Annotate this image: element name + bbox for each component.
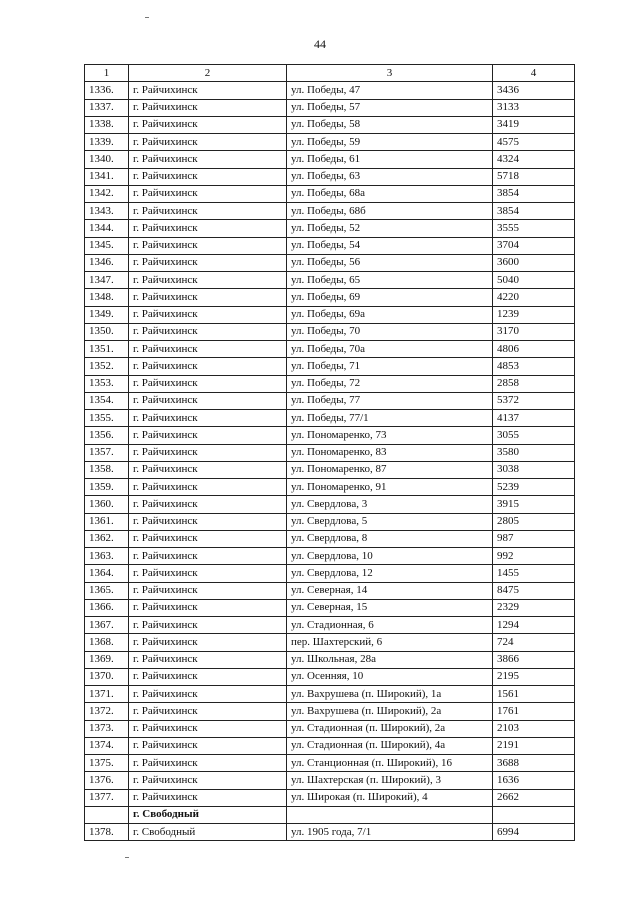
row-city: г. Райчихинск xyxy=(129,341,287,358)
row-value: 3170 xyxy=(493,323,575,340)
row-address: ул. Вахрушева (п. Широкий), 2а xyxy=(287,703,493,720)
row-city: г. Райчихинск xyxy=(129,323,287,340)
table-row xyxy=(85,565,575,582)
row-address: ул. Осенняя, 10 xyxy=(287,668,493,685)
row-address: ул. Пономаренко, 73 xyxy=(287,427,493,444)
table-row xyxy=(85,392,575,409)
table-row xyxy=(85,479,575,496)
row-value: 1561 xyxy=(493,686,575,703)
row-number: 1360. xyxy=(85,496,129,513)
row-address: ул. Свердлова, 12 xyxy=(287,565,493,582)
row-city: г. Райчихинск xyxy=(129,548,287,565)
row-value: 4220 xyxy=(493,289,575,306)
row-address: ул. Победы, 69 xyxy=(287,289,493,306)
row-address: ул. Победы, 63 xyxy=(287,168,493,185)
table-row xyxy=(85,720,575,737)
row-number: 1357. xyxy=(85,444,129,461)
row-city: г. Райчихинск xyxy=(129,617,287,634)
row-number: 1355. xyxy=(85,410,129,427)
row-address: ул. Победы, 72 xyxy=(287,375,493,392)
row-address: ул. Станционная (п. Широкий), 16 xyxy=(287,755,493,772)
row-city: г. Райчихинск xyxy=(129,237,287,254)
row-city: г. Райчихинск xyxy=(129,513,287,530)
row-number: 1368. xyxy=(85,634,129,651)
row-value: 5040 xyxy=(493,272,575,289)
table-row xyxy=(85,427,575,444)
table-row xyxy=(85,203,575,220)
scan-mark xyxy=(145,17,149,18)
row-address: ул. Победы, 69а xyxy=(287,306,493,323)
column-header: 3 xyxy=(287,65,493,82)
row-city: г. Райчихинск xyxy=(129,289,287,306)
row-value: 8475 xyxy=(493,582,575,599)
row-city: г. Райчихинск xyxy=(129,634,287,651)
row-value: 4853 xyxy=(493,358,575,375)
table-row xyxy=(85,548,575,565)
row-number: 1337. xyxy=(85,99,129,116)
table-row xyxy=(85,272,575,289)
row-value: 3580 xyxy=(493,444,575,461)
row-number: 1341. xyxy=(85,168,129,185)
row-value: 3555 xyxy=(493,220,575,237)
row-value: 987 xyxy=(493,530,575,547)
table-row xyxy=(85,824,575,841)
row-city: г. Райчихинск xyxy=(129,82,287,99)
row-address: ул. Победы, 65 xyxy=(287,272,493,289)
table-row xyxy=(85,82,575,99)
row-address: ул. Победы, 52 xyxy=(287,220,493,237)
row-value: 3854 xyxy=(493,185,575,202)
table-row xyxy=(85,341,575,358)
row-city: г. Райчихинск xyxy=(129,668,287,685)
row-value: 3866 xyxy=(493,651,575,668)
row-number: 1339. xyxy=(85,134,129,151)
row-number: 1336. xyxy=(85,82,129,99)
header-row xyxy=(85,65,575,82)
row-city: г. Райчихинск xyxy=(129,461,287,478)
row-value: 5239 xyxy=(493,479,575,496)
row-address: ул. Свердлова, 5 xyxy=(287,513,493,530)
row-value: 2329 xyxy=(493,599,575,616)
row-address: ул. Стадионная (п. Широкий), 4а xyxy=(287,737,493,754)
table-row xyxy=(85,254,575,271)
table-row xyxy=(85,220,575,237)
row-value: 2191 xyxy=(493,737,575,754)
row-number: 1373. xyxy=(85,720,129,737)
row-value: 6994 xyxy=(493,824,575,841)
row-value: 2662 xyxy=(493,789,575,806)
row-city: г. Райчихинск xyxy=(129,185,287,202)
row-address: ул. Победы, 47 xyxy=(287,82,493,99)
row-city: г. Райчихинск xyxy=(129,203,287,220)
row-address: ул. Победы, 61 xyxy=(287,151,493,168)
row-address: ул. Широкая (п. Широкий), 4 xyxy=(287,789,493,806)
table-row xyxy=(85,323,575,340)
row-number: 1362. xyxy=(85,530,129,547)
row-city: г. Райчихинск xyxy=(129,720,287,737)
table-row xyxy=(85,668,575,685)
table-row xyxy=(85,686,575,703)
row-value: 1761 xyxy=(493,703,575,720)
table-row xyxy=(85,513,575,530)
row-city: г. Райчихинск xyxy=(129,410,287,427)
row-city: г. Райчихинск xyxy=(129,582,287,599)
section-num-cell xyxy=(85,806,129,823)
row-value: 3915 xyxy=(493,496,575,513)
row-city: г. Райчихинск xyxy=(129,755,287,772)
row-number: 1338. xyxy=(85,116,129,133)
row-value: 3436 xyxy=(493,82,575,99)
table-row xyxy=(85,99,575,116)
row-value: 1294 xyxy=(493,617,575,634)
row-number: 1377. xyxy=(85,789,129,806)
row-address: ул. Победы, 59 xyxy=(287,134,493,151)
row-address: ул. Стадионная (п. Широкий), 2а xyxy=(287,720,493,737)
row-city: г. Райчихинск xyxy=(129,375,287,392)
row-number: 1376. xyxy=(85,772,129,789)
row-address: ул. Пономаренко, 83 xyxy=(287,444,493,461)
row-value: 3704 xyxy=(493,237,575,254)
row-value: 3419 xyxy=(493,116,575,133)
page-number: 44 xyxy=(314,37,326,51)
scan-mark xyxy=(125,857,129,858)
table-row xyxy=(85,789,575,806)
row-address: ул. Победы, 68б xyxy=(287,203,493,220)
row-number: 1366. xyxy=(85,599,129,616)
row-number: 1367. xyxy=(85,617,129,634)
row-city: г. Райчихинск xyxy=(129,599,287,616)
row-value: 992 xyxy=(493,548,575,565)
table-row xyxy=(85,651,575,668)
row-number: 1365. xyxy=(85,582,129,599)
row-address: пер. Шахтерский, 6 xyxy=(287,634,493,651)
row-address: ул. Победы, 68а xyxy=(287,185,493,202)
table-row xyxy=(85,185,575,202)
row-number: 1354. xyxy=(85,392,129,409)
row-address: ул. 1905 года, 7/1 xyxy=(287,824,493,841)
section-empty-cell xyxy=(493,806,575,823)
row-value: 3688 xyxy=(493,755,575,772)
row-city: г. Райчихинск xyxy=(129,116,287,133)
row-value: 5372 xyxy=(493,392,575,409)
row-value: 3854 xyxy=(493,203,575,220)
table-row xyxy=(85,237,575,254)
row-city: г. Райчихинск xyxy=(129,151,287,168)
table-row xyxy=(85,530,575,547)
table-row xyxy=(85,737,575,754)
row-number: 1344. xyxy=(85,220,129,237)
row-number: 1346. xyxy=(85,254,129,271)
row-value: 4806 xyxy=(493,341,575,358)
row-city: г. Райчихинск xyxy=(129,444,287,461)
table-row xyxy=(85,306,575,323)
row-address: ул. Победы, 54 xyxy=(287,237,493,254)
table-row xyxy=(85,358,575,375)
section-heading: г. Свободный xyxy=(129,806,287,823)
row-address: ул. Стадионная, 6 xyxy=(287,617,493,634)
row-number: 1372. xyxy=(85,703,129,720)
row-city: г. Райчихинск xyxy=(129,651,287,668)
row-city: г. Райчихинск xyxy=(129,703,287,720)
row-city: г. Райчихинск xyxy=(129,168,287,185)
row-address: ул. Пономаренко, 87 xyxy=(287,461,493,478)
table-row xyxy=(85,134,575,151)
row-city: г. Райчихинск xyxy=(129,737,287,754)
row-value: 1239 xyxy=(493,306,575,323)
row-number: 1369. xyxy=(85,651,129,668)
row-city: г. Райчихинск xyxy=(129,686,287,703)
row-number: 1356. xyxy=(85,427,129,444)
row-number: 1351. xyxy=(85,341,129,358)
table-row xyxy=(85,116,575,133)
row-number: 1345. xyxy=(85,237,129,254)
row-number: 1350. xyxy=(85,323,129,340)
row-address: ул. Победы, 77/1 xyxy=(287,410,493,427)
row-city: г. Райчихинск xyxy=(129,496,287,513)
row-address: ул. Победы, 56 xyxy=(287,254,493,271)
row-address: ул. Победы, 70а xyxy=(287,341,493,358)
row-value: 1636 xyxy=(493,772,575,789)
column-header: 4 xyxy=(493,65,575,82)
row-value: 4137 xyxy=(493,410,575,427)
row-number: 1349. xyxy=(85,306,129,323)
row-city: г. Райчихинск xyxy=(129,358,287,375)
row-value: 2103 xyxy=(493,720,575,737)
row-city: г. Райчихинск xyxy=(129,134,287,151)
row-address: ул. Победы, 71 xyxy=(287,358,493,375)
row-number: 1361. xyxy=(85,513,129,530)
table-row xyxy=(85,599,575,616)
row-address: ул. Свердлова, 10 xyxy=(287,548,493,565)
row-city: г. Райчихинск xyxy=(129,254,287,271)
row-address: ул. Победы, 57 xyxy=(287,99,493,116)
row-number: 1371. xyxy=(85,686,129,703)
row-value: 2805 xyxy=(493,513,575,530)
table-row xyxy=(85,617,575,634)
section-row xyxy=(85,806,575,823)
row-address: ул. Шахтерская (п. Широкий), 3 xyxy=(287,772,493,789)
row-value: 724 xyxy=(493,634,575,651)
row-city: г. Райчихинск xyxy=(129,565,287,582)
table-body xyxy=(85,82,575,807)
table-row xyxy=(85,375,575,392)
table-row xyxy=(85,444,575,461)
row-number: 1340. xyxy=(85,151,129,168)
row-address: ул. Свердлова, 3 xyxy=(287,496,493,513)
row-value: 3133 xyxy=(493,99,575,116)
row-city: г. Райчихинск xyxy=(129,306,287,323)
row-city: г. Райчихинск xyxy=(129,99,287,116)
row-number: 1347. xyxy=(85,272,129,289)
row-number: 1364. xyxy=(85,565,129,582)
row-city: г. Райчихинск xyxy=(129,530,287,547)
row-number: 1359. xyxy=(85,479,129,496)
row-number: 1375. xyxy=(85,755,129,772)
column-header: 1 xyxy=(85,65,129,82)
row-address: ул. Победы, 58 xyxy=(287,116,493,133)
row-value: 2195 xyxy=(493,668,575,685)
row-value: 4324 xyxy=(493,151,575,168)
row-address: ул. Пономаренко, 91 xyxy=(287,479,493,496)
row-value: 4575 xyxy=(493,134,575,151)
row-number: 1343. xyxy=(85,203,129,220)
table-row xyxy=(85,634,575,651)
table-row xyxy=(85,168,575,185)
row-city: г. Райчихинск xyxy=(129,772,287,789)
row-number: 1353. xyxy=(85,375,129,392)
row-address: ул. Северная, 14 xyxy=(287,582,493,599)
row-value: 3600 xyxy=(493,254,575,271)
row-value: 3055 xyxy=(493,427,575,444)
row-number: 1342. xyxy=(85,185,129,202)
column-header: 2 xyxy=(129,65,287,82)
table-row xyxy=(85,703,575,720)
row-city: г. Райчихинск xyxy=(129,427,287,444)
row-value: 1455 xyxy=(493,565,575,582)
row-city: г. Райчихинск xyxy=(129,789,287,806)
row-value: 2858 xyxy=(493,375,575,392)
row-address: ул. Победы, 77 xyxy=(287,392,493,409)
row-number: 1363. xyxy=(85,548,129,565)
row-number: 1378. xyxy=(85,824,129,841)
table-row xyxy=(85,755,575,772)
row-value: 3038 xyxy=(493,461,575,478)
row-number: 1358. xyxy=(85,461,129,478)
row-number: 1370. xyxy=(85,668,129,685)
table-row xyxy=(85,582,575,599)
registry-table xyxy=(84,64,575,841)
row-city: г. Райчихинск xyxy=(129,392,287,409)
row-address: ул. Северная, 15 xyxy=(287,599,493,616)
row-number: 1352. xyxy=(85,358,129,375)
row-city: г. Райчихинск xyxy=(129,220,287,237)
row-number: 1374. xyxy=(85,737,129,754)
table-row xyxy=(85,151,575,168)
row-value: 5718 xyxy=(493,168,575,185)
row-address: ул. Свердлова, 8 xyxy=(287,530,493,547)
row-address: ул. Школьная, 28а xyxy=(287,651,493,668)
table-row xyxy=(85,289,575,306)
row-city: г. Райчихинск xyxy=(129,272,287,289)
row-address: ул. Победы, 70 xyxy=(287,323,493,340)
table-row xyxy=(85,496,575,513)
table-row xyxy=(85,772,575,789)
row-city: г. Райчихинск xyxy=(129,479,287,496)
table-row xyxy=(85,461,575,478)
section-empty-cell xyxy=(287,806,493,823)
table-row xyxy=(85,410,575,427)
row-number: 1348. xyxy=(85,289,129,306)
row-address: ул. Вахрушева (п. Широкий), 1а xyxy=(287,686,493,703)
row-city: г. Свободный xyxy=(129,824,287,841)
